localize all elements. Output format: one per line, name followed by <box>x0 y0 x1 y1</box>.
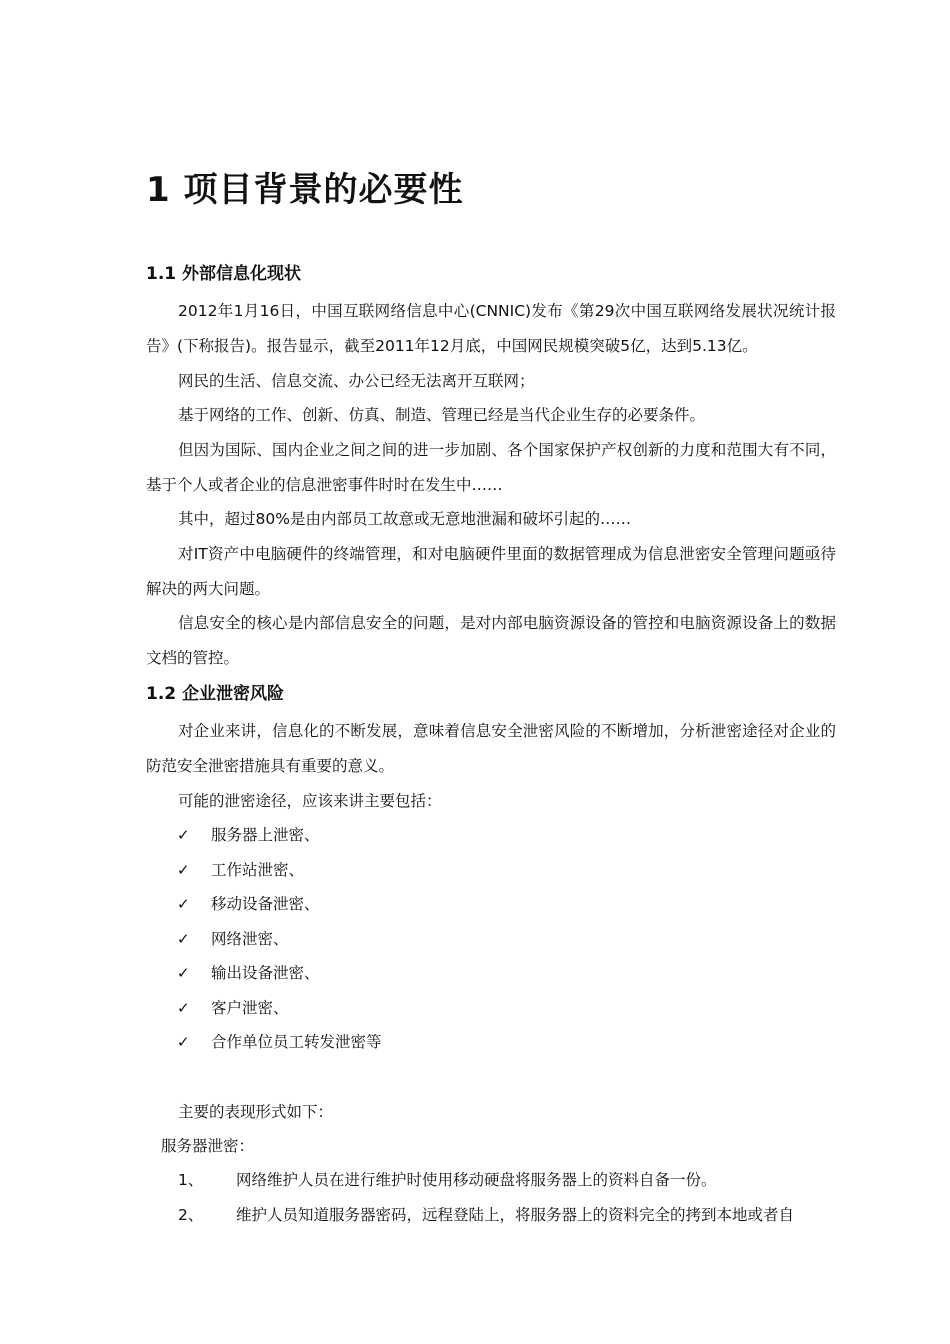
check-icon: ✓ <box>177 964 190 982</box>
list-item: 服务器上泄密、 <box>211 826 320 844</box>
list-item: 合作单位员工转发泄密等 <box>211 1033 382 1051</box>
check-icon: ✓ <box>177 1033 190 1051</box>
check-icon: ✓ <box>177 895 190 913</box>
list-intro: 可能的泄密途径，应该来讲主要包括： <box>178 792 442 810</box>
paragraph: 信息安全的核心是内部信息安全的问题，是对内部电脑资源设备的管控和电脑资源设备上的数据文档的管控。 <box>146 614 836 667</box>
check-icon: ✓ <box>177 930 190 948</box>
paragraph: 其中，超过80%是由内部员工故意或无意地泄漏和破坏引起的…… <box>178 510 631 528</box>
list-item: 网络泄密、 <box>211 930 289 948</box>
list-item: 移动设备泄密、 <box>211 895 320 913</box>
paragraph: 对IT资产中电脑硬件的终端管理，和对电脑硬件里面的数据管理成为信息泄密安全管理问题亟待解决的两大问题。 <box>146 545 836 598</box>
list-number: 1、 <box>178 1171 204 1189</box>
paragraph: 对企业来讲，信息化的不断发展，意味着信息安全泄密风险的不断增加，分析泄密途径对企业的防范安全泄密措施具有重要的意义。 <box>146 722 836 775</box>
list-item: 客户泄密、 <box>211 999 289 1017</box>
check-icon: ✓ <box>177 861 190 879</box>
forms-intro: 主要的表现形式如下： <box>178 1103 334 1121</box>
list-item: 工作站泄密、 <box>211 861 305 879</box>
list-number: 2、 <box>178 1206 204 1224</box>
chapter-heading: 1 项目背景的必要性 <box>146 170 464 210</box>
list-item: 输出设备泄密、 <box>211 964 320 982</box>
numbered-item: 网络维护人员在进行维护时使用移动硬盘将服务器上的资料自备一份。 <box>236 1171 717 1189</box>
check-icon: ✓ <box>177 999 190 1017</box>
section-1-2-title: 1.2 企业泄密风险 <box>146 684 285 704</box>
numbered-item: 维护人员知道服务器密码，远程登陆上，将服务器上的资料完全的拷到本地或者自 <box>236 1206 795 1224</box>
paragraph: 但因为国际、国内企业之间之间的进一步加剧、各个国家保护产权创新的力度和范围大有不同，基于个人或者企业的信息泄密事件时时在发生中…… <box>146 441 836 494</box>
paragraph: 2012年1月16日，中国互联网络信息中心(CNNIC)发布《第29次中国互联网络发展状况统计报告》(下称报告)。报告显示，截至2011年12月底，中国网民规模突破5亿，达到5.13亿。 <box>146 302 836 355</box>
section-1-1-title: 1.1 外部信息化现状 <box>146 264 302 284</box>
server-leak-label: 服务器泄密： <box>161 1137 255 1155</box>
paragraph: 基于网络的工作、创新、仿真、制造、管理已经是当代企业生存的必要条件。 <box>178 406 706 424</box>
paragraph: 网民的生活、信息交流、办公已经无法离开互联网； <box>178 372 535 390</box>
check-icon: ✓ <box>177 826 190 844</box>
